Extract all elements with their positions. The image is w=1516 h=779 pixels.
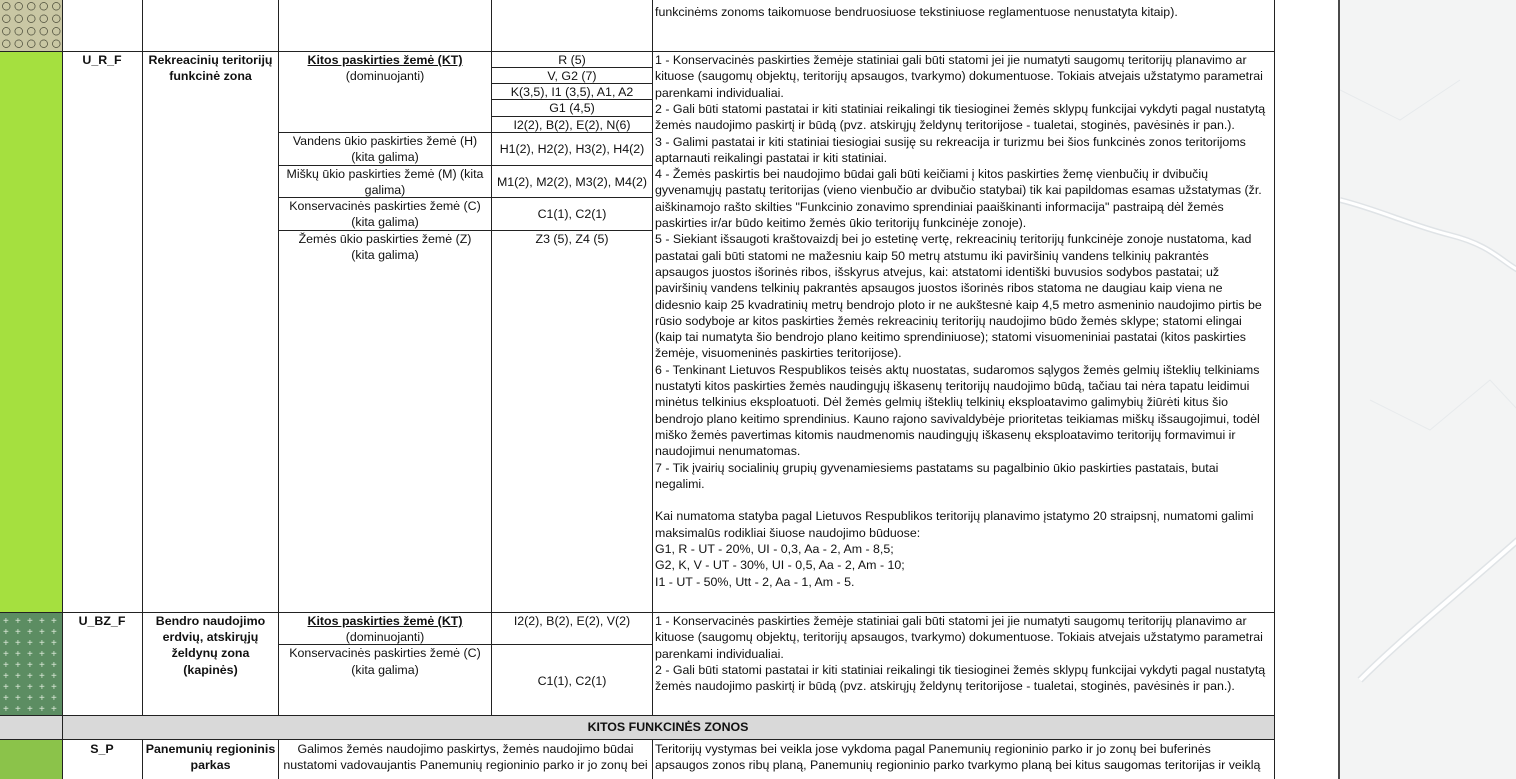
- purpose-z-note: (kita galima): [351, 248, 419, 262]
- use-code: V, G2 (7): [547, 69, 597, 83]
- use-code: I2(2), B(2), E(2), V(2): [513, 614, 631, 628]
- pattern-plus: +: [51, 660, 57, 671]
- pattern-plus: +: [15, 627, 21, 638]
- regulation-line: Kai numatoma statyba pagal Lietuvos Respublikos teritorijų planavimo įstatymo 20 straipsnį, numatomi galimi: [655, 509, 1254, 524]
- legend-swatch-ubzf: [0, 613, 62, 715]
- zone-code-urf: U_R_F: [82, 53, 122, 67]
- purpose-m-title: Miškų ūkio paskirties žemė (M) (kita: [286, 167, 484, 181]
- pattern-plus: +: [39, 682, 45, 693]
- regulation-line: pastatai gali būti statomi ne mažesniu kaip 50 metrų atstumu iki paviršinių vandens telkinių pakrantės: [655, 248, 1209, 263]
- pattern-plus: +: [3, 660, 9, 671]
- pattern-plus: +: [3, 682, 9, 693]
- purpose-kt-note: (dominuojanti): [345, 630, 425, 644]
- pattern-plus: +: [39, 649, 45, 660]
- pattern-plus: +: [15, 693, 21, 704]
- regulation-line: miško žemės pavertimas kitomis naudmenomis naudingųjų iškasenų eksploatavimo teritorijų formavimui ir: [655, 427, 1236, 442]
- map-background: [1340, 0, 1516, 779]
- regulation-line: minėtus telkinius eksploatuoti. Dėl žemės gelmių išteklių telkinių eksploatavimo galimybių žiūrėti kitus šio: [655, 395, 1228, 410]
- pattern-plus: +: [27, 627, 33, 638]
- regulation-text-sp: apsaugos zonos ribų planą, Panemunių regioninio parko tvarkymo planą bei kitus saugomas teritorijas ir veiklą: [655, 758, 1261, 772]
- regulation-line: 1 - Konservacinės paskirties žemėje statiniai gali būti statomi jei jie numatyti saugomų teritorijų planavimo ar: [655, 614, 1247, 628]
- use-code: K(3,5), I1 (3,5), A1, A2: [510, 85, 634, 99]
- purpose-c-title: Konservacinės paskirties žemė (C): [289, 199, 481, 213]
- zone-name-urf: Rekreacinių teritorijų funkcinė zona: [148, 53, 273, 84]
- use-code: H1(2), H2(2), H3(2), H4(2): [499, 142, 645, 156]
- purpose-kt-note: (dominuojanti): [345, 69, 425, 83]
- zone-code-sp: S_P: [90, 742, 114, 756]
- pattern-plus: +: [27, 616, 33, 627]
- pattern-plus: +: [27, 638, 33, 649]
- regulation-line: aiškinamojo rašto skilties "Funkcinio zonavimo sprendiniai paaiškinanti informacija" pastraipą dėl žemės: [655, 199, 1224, 214]
- regulation-line: gyvenamųjų pastatų teritorijas (vieno vienbučio ar dvibučio statybai) tik kai papildomas esamas užstatymas (žr.: [655, 183, 1262, 198]
- pattern-plus: +: [3, 649, 9, 660]
- regulation-line: didesnio kaip 25 kvadratinių metrų bendrojo ploto ir ne aukštesnė kaip 4,5 metro asmeninio naudojimo pirtis be: [655, 297, 1262, 312]
- legend-swatch-dotted: [0, 0, 62, 51]
- pattern-plus: +: [51, 693, 57, 704]
- pattern-plus: +: [27, 693, 33, 704]
- pattern-plus: +: [39, 638, 45, 649]
- pattern-plus: +: [3, 638, 9, 649]
- pattern-plus: +: [3, 671, 9, 682]
- use-code: M1(2), M2(2), M3(2), M4(2): [496, 175, 648, 189]
- purpose-z-title: Žemės ūkio paskirties žemė (Z): [298, 232, 472, 246]
- map-preview-pane: [1338, 0, 1516, 779]
- use-code: Z3 (5), Z4 (5): [535, 232, 609, 246]
- regulation-line: G2, K, V - UT - 30%, UI - 0,5, Aa - 2, Am - 10;: [655, 558, 905, 573]
- pattern-plus: +: [39, 671, 45, 682]
- regulation-line: nustatyti kitos paskirties žemės naudingųjų iškasenų teritorijų naudojimo būdą, tačiau tai nėra tapatu leidimui: [655, 379, 1250, 393]
- regulation-line: I1 - UT - 50%, Utt - 2, Aa - 1, Am - 5.: [655, 574, 855, 589]
- pattern-plus: +: [15, 671, 21, 682]
- pattern-plus: +: [15, 616, 21, 627]
- pattern-plus: +: [15, 704, 21, 715]
- zone-name-sp-line: Panemunių regioninis: [145, 742, 276, 756]
- purpose-text-sp: Galimos žemės naudojimo paskirtys, žemės naudojimo būdai: [297, 742, 634, 756]
- regulation-line: G1, R - UT - 20%, UI - 0,3, Aa - 2, Am - 8,5;: [655, 542, 894, 556]
- pattern-plus: +: [15, 649, 21, 660]
- regulation-line: 4 - Žemės paskirtis bei naudojimo būdai gali būti keičiami į kitos paskirties žemę vienbučių ir dvibučių: [655, 167, 1209, 182]
- top-row-regulation-text: funkcinėms zonoms taikomuose bendruosiuose tekstiniuose reglamentuose nenustatyta kitaip).: [655, 5, 1178, 19]
- pattern-plus: +: [15, 682, 21, 693]
- pattern-plus: +: [51, 627, 57, 638]
- regulation-line: negalimi.: [655, 476, 705, 491]
- regulation-line: 2 - Gali būti statomi pastatai ir kiti statiniai reikalingi tik tiesioginei žemės sklypų funkcijai vykdyti pagal nustatytą: [655, 101, 1266, 116]
- regulation-text-sp: Teritorijų vystymas bei veikla jose vykdoma pagal Panemunių regioninio parko ir jo zonų bei buferinės: [655, 742, 1211, 756]
- regulation-line: kituose (saugomų objektų, teritorijų apsaugos, tvarkymo) dokumentuose. Tokiais atvejais užstatymo parametrai: [655, 630, 1263, 645]
- pattern-plus: +: [27, 671, 33, 682]
- pattern-plus: +: [51, 649, 57, 660]
- use-code: C1(1), C2(1): [537, 674, 607, 688]
- zone-name-sp-line: parkas: [190, 758, 231, 772]
- regulation-line: parenkami individualiai.: [655, 646, 784, 661]
- regulation-line: paviršinių vandens telkinių pakrantės apsaugos juostos išorinės ribos statoma ne daugiau kaip viena ne: [655, 281, 1223, 296]
- pattern-plus: +: [15, 638, 21, 649]
- regulation-line: 1 - Konservacinės paskirties žemėje statiniai gali būti statomi jei jie numatyti saugomų teritorijų planavimo ar: [655, 53, 1247, 67]
- section-header: KITOS FUNKCINĖS ZONOS: [587, 720, 749, 734]
- legend-swatch-sp: [0, 739, 62, 779]
- regulation-line: 7 - Tik įvairių socialinių grupių gyvenamiesiems pastatams su pagalbinio ūkio paskirties pastatais, butai: [655, 460, 1219, 475]
- regulation-line: kituose (saugomų objektų, teritorijų apsaugos, tvarkymo) dokumentuose. Tokiais atvejais užstatymo parametrai: [655, 69, 1263, 84]
- pattern-plus: +: [39, 693, 45, 704]
- use-code: R (5): [558, 53, 586, 67]
- pattern-plus: +: [51, 616, 57, 627]
- regulation-line: 2 - Gali būti statomi pastatai ir kiti statiniai reikalingi tik tiesioginei žemės sklypų funkcijai vykdyti pagal nustatytą: [655, 662, 1266, 677]
- purpose-m-note: galima): [364, 183, 406, 197]
- pattern-plus: +: [27, 649, 33, 660]
- legend-swatch-urf: [0, 51, 62, 613]
- purpose-h-note: (kita galima): [351, 150, 419, 164]
- pattern-plus: +: [51, 704, 57, 715]
- purpose-kt-title: Kitos paskirties žemė (KT): [307, 53, 463, 67]
- pattern-plus: +: [27, 682, 33, 693]
- regulation-line: apsaugos juostos išorinės ribos, išskyrus atvejus, kai: atstatomi identiški buvusios sodybos pastatai; už: [655, 264, 1220, 279]
- regulation-line: aptarnauti reikalingi pastatai ir kiti statiniai.: [655, 150, 888, 165]
- regulation-line: žemėje, visuomeninės paskirties teritorijose).: [655, 346, 902, 361]
- purpose-h-title: Vandens ūkio paskirties žemė (H): [292, 134, 478, 148]
- use-code: I2(2), B(2), E(2), N(6): [513, 118, 631, 132]
- purpose-c-note: (kita galima): [351, 663, 419, 677]
- zone-code-ubzf: U_BZ_F: [78, 614, 126, 628]
- purpose-c-note: (kita galima): [351, 215, 419, 229]
- regulation-line: (kaip tai numatyta šio bendrojo plano keitimo sprendiniuose); statomi visuomeniniai pastatai (kitos paskirties: [655, 330, 1246, 345]
- purpose-text-sp: nustatomi vadovaujantis Panemunių regioninio parko ir jo zonų bei: [283, 758, 648, 772]
- pattern-plus: +: [39, 627, 45, 638]
- pattern-plus: +: [51, 638, 57, 649]
- regulation-line: žemės naudojimo paskirtį ir būdą (pvz. atskirųjų želdynų teritorijose - tualetai, stoginės, pavėsinės ir pan.).: [655, 118, 1235, 133]
- regulation-line: 6 - Tenkinant Lietuvos Respublikos teisės aktų nuostatas, sudaromos sąlygos žemės gelmių išteklių telkiniams: [655, 362, 1260, 377]
- pattern-plus: +: [15, 660, 21, 671]
- pattern-plus: +: [39, 616, 45, 627]
- zone-name-ubzf-line: erdvių, atskirųjų: [162, 630, 259, 644]
- regulation-line: naudojimui nenumatomas.: [655, 444, 801, 459]
- pattern-plus: +: [27, 704, 33, 715]
- pattern-plus: +: [3, 616, 9, 627]
- purpose-c-title: Konservacinės paskirties žemė (C): [289, 646, 481, 660]
- pattern-plus: +: [39, 660, 45, 671]
- regulation-line: parenkami individualiai.: [655, 85, 784, 100]
- use-code: G1 (4,5): [549, 101, 595, 115]
- zone-name-ubzf-line: (kapinės): [183, 663, 238, 677]
- use-code: C1(1), C2(1): [537, 207, 607, 221]
- regulation-line: 3 - Galimi pastatai ir kiti statiniai tiesiogiai susiję su rekreacija ir turizmu bei šios funkcinės zonos teritorijoms: [655, 134, 1246, 149]
- regulation-line: žemės naudojimo paskirtį ir būdą (pvz. atskirųjų želdynų teritorijose - tualetai, stoginės, pavėsinės ir pan.).: [655, 679, 1235, 694]
- regulation-line: maksimalūs rodikliai šiuose naudojimo būduose:: [655, 525, 921, 540]
- pattern-plus: +: [27, 660, 33, 671]
- regulation-line: paskirties ir/ar būdo keitimo žemės ūkio teritorijų funkcinėje zonoje).: [655, 216, 1027, 230]
- purpose-kt-title: Kitos paskirties žemė (KT): [307, 614, 463, 628]
- pattern-plus: +: [51, 671, 57, 682]
- regulation-line: bendrojo plano keitimo sprendinius. Kauno rajono savivaldybėje prioritetas teikiamas miškų išsaugojimui, todėl: [655, 411, 1260, 426]
- pattern-plus: +: [3, 693, 9, 704]
- zone-name-ubzf-line: želdynų zona: [171, 646, 250, 660]
- pattern-plus: +: [3, 704, 9, 715]
- pattern-plus: +: [39, 704, 45, 715]
- pattern-plus: +: [51, 682, 57, 693]
- regulation-line: 5 - Siekiant išsaugoti kraštovaizdį bei jo estetinę vertę, rekreacinių teritorijų funkcinėje zonoje nustatoma, kad: [655, 232, 1252, 247]
- pattern-plus: +: [3, 627, 9, 638]
- regulation-line: rūsio sodyboje ar kitos paskirties žemės rekreacinių teritorijų naudojimo būdo žemės sklype; statomi elingai: [655, 313, 1242, 328]
- zone-name-ubzf-line: Bendro naudojimo: [155, 614, 266, 628]
